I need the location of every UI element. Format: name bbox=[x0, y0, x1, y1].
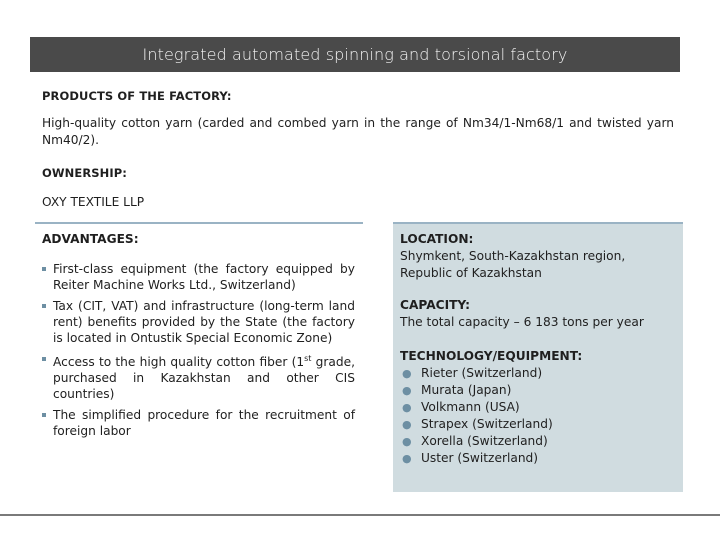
technology-item-text: Volkmann (USA) bbox=[421, 400, 520, 414]
location-heading: LOCATION: bbox=[400, 232, 474, 246]
capacity-heading: CAPACITY: bbox=[400, 298, 471, 312]
slide-title-bar bbox=[30, 37, 680, 72]
advantage-text: The simplified procedure for the recruitment of foreign labor bbox=[53, 408, 355, 439]
advantage-item bbox=[42, 351, 355, 402]
technology-item-text: Xorella (Switzerland) bbox=[421, 434, 548, 448]
technology-item bbox=[400, 450, 680, 467]
products-heading: PRODUCTS OF THE FACTORY: bbox=[42, 89, 232, 103]
technology-item bbox=[400, 365, 680, 382]
advantages-list bbox=[42, 261, 355, 444]
bullet-icon: ● bbox=[402, 435, 412, 448]
advantage-superscript: st bbox=[304, 354, 312, 363]
slide-title: Integrated automated spinning and torsional factory bbox=[142, 45, 568, 64]
square-bullet-icon bbox=[42, 413, 46, 417]
advantage-text-before: Access to the high quality cotton fiber (1 bbox=[53, 355, 305, 370]
bottom-divider bbox=[0, 514, 720, 516]
advantages-panel bbox=[35, 222, 363, 492]
bullet-icon: ● bbox=[402, 384, 412, 397]
advantages-heading: ADVANTAGES: bbox=[42, 232, 139, 246]
advantage-item bbox=[42, 298, 355, 346]
square-bullet-icon bbox=[42, 267, 46, 271]
technology-block bbox=[400, 348, 680, 467]
bullet-icon: ● bbox=[402, 418, 412, 431]
advantage-item bbox=[42, 407, 355, 439]
capacity-value: The total capacity – 6 183 tons per year bbox=[400, 315, 644, 329]
technology-item bbox=[400, 399, 680, 416]
ownership-value: OXY TEXTILE LLP bbox=[42, 195, 145, 209]
ownership-heading: OWNERSHIP: bbox=[42, 166, 128, 180]
technology-item bbox=[400, 382, 680, 399]
location-block bbox=[400, 231, 680, 282]
advantage-text: Tax (CIT, VAT) and infrastructure (long-term land rent) benefits provided by the State (the factory is located in Ontustik Special Economic Zone) bbox=[53, 299, 355, 345]
advantage-text: First-class equipment (the factory equipped by Reiter Machine Works Ltd., Switzerland) bbox=[53, 262, 355, 292]
advantage-item bbox=[42, 261, 355, 293]
technology-item bbox=[400, 433, 680, 450]
technology-item-text: Murata (Japan) bbox=[421, 383, 512, 397]
technology-heading: TECHNOLOGY/EQUIPMENT: bbox=[400, 349, 583, 363]
bullet-icon: ● bbox=[402, 367, 412, 380]
products-text: High-quality cotton yarn (carded and combed yarn in the range of Nm34/1-Nm68/1 and twisted yarn Nm40/2). bbox=[42, 116, 674, 147]
technology-item-text: Uster (Switzerland) bbox=[421, 451, 539, 465]
square-bullet-icon bbox=[42, 304, 46, 308]
details-panel bbox=[393, 222, 683, 492]
bullet-icon: ● bbox=[402, 452, 412, 465]
technology-list bbox=[400, 365, 680, 467]
technology-item bbox=[400, 416, 680, 433]
technology-item-text: Strapex (Switzerland) bbox=[421, 417, 553, 431]
bullet-icon: ● bbox=[402, 401, 412, 414]
square-bullet-icon bbox=[42, 357, 46, 361]
advantage-text-after: grade, purchased in Kazakhstan and other CIS countries) bbox=[53, 355, 356, 402]
technology-item-text: Rieter (Switzerland) bbox=[421, 366, 543, 380]
factory-overview bbox=[42, 88, 674, 211]
capacity-block bbox=[400, 297, 680, 331]
location-value: Shymkent, South-Kazakhstan region, Republic of Kazakhstan bbox=[400, 249, 626, 280]
